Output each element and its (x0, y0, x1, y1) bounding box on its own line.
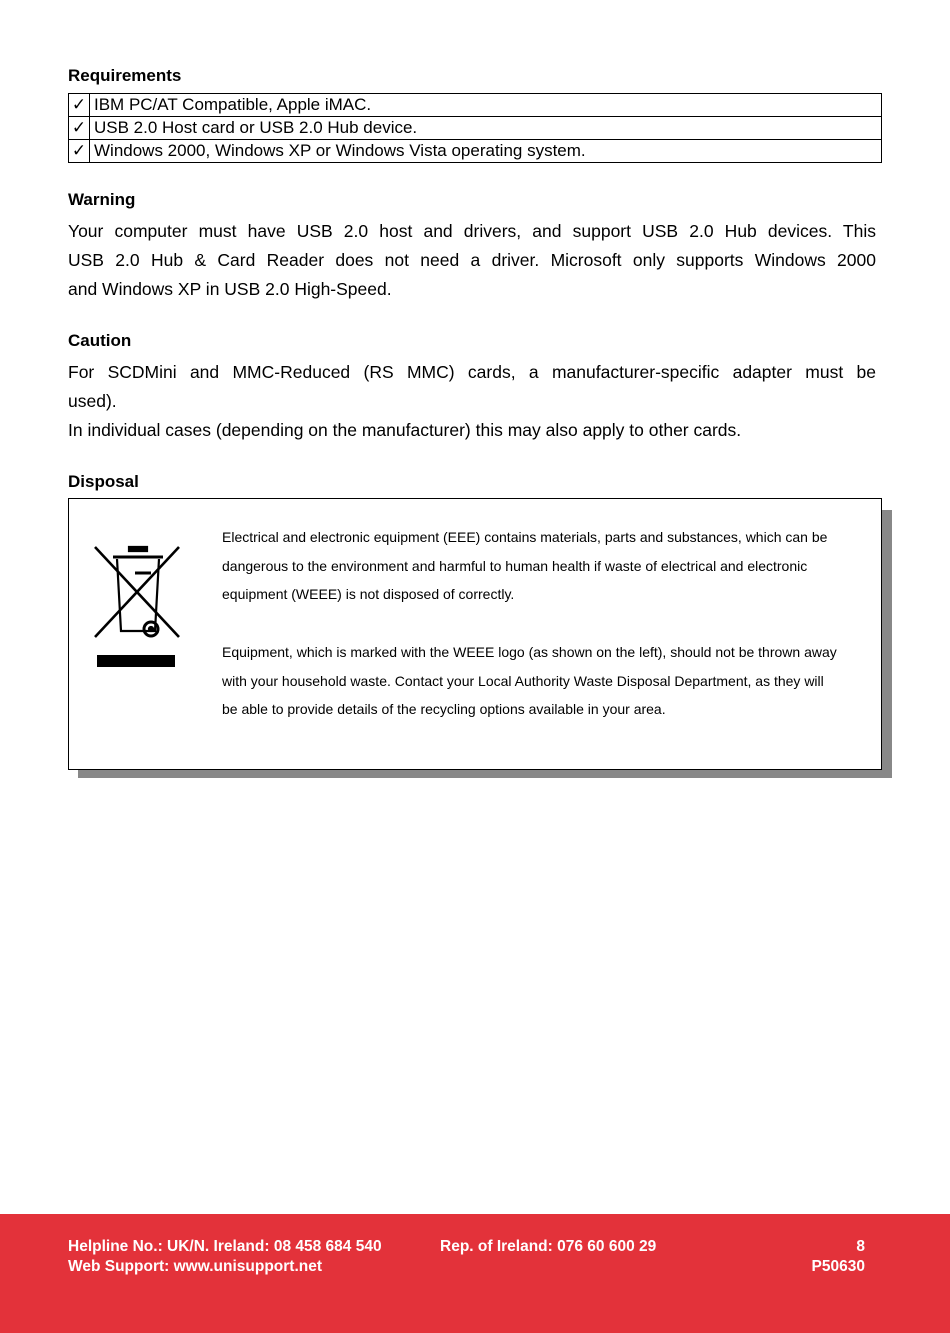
page-footer (0, 1214, 950, 1333)
requirements-table (68, 93, 882, 163)
warning-line: and Windows XP in USB 2.0 High-Speed. (68, 279, 392, 299)
table-row (69, 94, 882, 117)
disposal-paragraph: Equipment, which is marked with the WEEE logo (as shown on the left), should not be thrown away with your household waste. Contact your Local Authority Waste Disposal Department, as they will be able to provide details of the recycling options available in your area. (222, 643, 837, 718)
check-icon: ✓ (69, 140, 90, 163)
check-icon: ✓ (69, 94, 90, 117)
warning-line: USB 2.0 Hub & Card Reader does not need a driver. Microsoft only supports Windows 2000 (68, 250, 876, 270)
page-number: 8 (856, 1238, 865, 1255)
helpline-text: Helpline No.: UK/N. Ireland: 08 458 684 540 (68, 1238, 382, 1255)
disposal-heading: Disposal (68, 472, 139, 491)
disposal-box (68, 498, 882, 770)
caution-line: used). (68, 391, 117, 411)
caution-text (68, 358, 876, 445)
caution-heading: Caution (68, 331, 132, 350)
warning-line: Your computer must have USB 2.0 host and drivers, and support USB 2.0 Hub devices. This (68, 221, 876, 241)
requirement-item: Windows 2000, Windows XP or Windows Vista operating system. (90, 140, 882, 163)
table-row (69, 117, 882, 140)
requirement-item: IBM PC/AT Compatible, Apple iMAC. (90, 94, 882, 117)
caution-line: In individual cases (depending on the manufacturer) this may also apply to other cards. (68, 420, 742, 440)
web-support-text: Web Support: www.unisupport.net (68, 1258, 323, 1275)
check-icon: ✓ (69, 117, 90, 140)
weee-crossed-bin-icon (91, 543, 185, 671)
disposal-text (222, 523, 842, 724)
caution-line: For SCDMini and MMC-Reduced (RS MMC) cards, a manufacturer-specific adapter must be (68, 362, 876, 382)
rep-ireland-text: Rep. of Ireland: 076 60 600 29 (440, 1238, 657, 1255)
requirement-item: USB 2.0 Host card or USB 2.0 Hub device. (90, 117, 882, 140)
disposal-paragraph: Electrical and electronic equipment (EEE) contains materials, parts and substances, which can be dangerous to the environment and harmful to human health if waste of electrical and electronic equipment (WEEE) is not disposed of correctly. (222, 529, 828, 603)
table-row (69, 140, 882, 163)
warning-heading: Warning (68, 190, 136, 209)
warning-text (68, 217, 876, 304)
product-code: P50630 (811, 1258, 865, 1275)
requirements-heading: Requirements (68, 66, 182, 85)
